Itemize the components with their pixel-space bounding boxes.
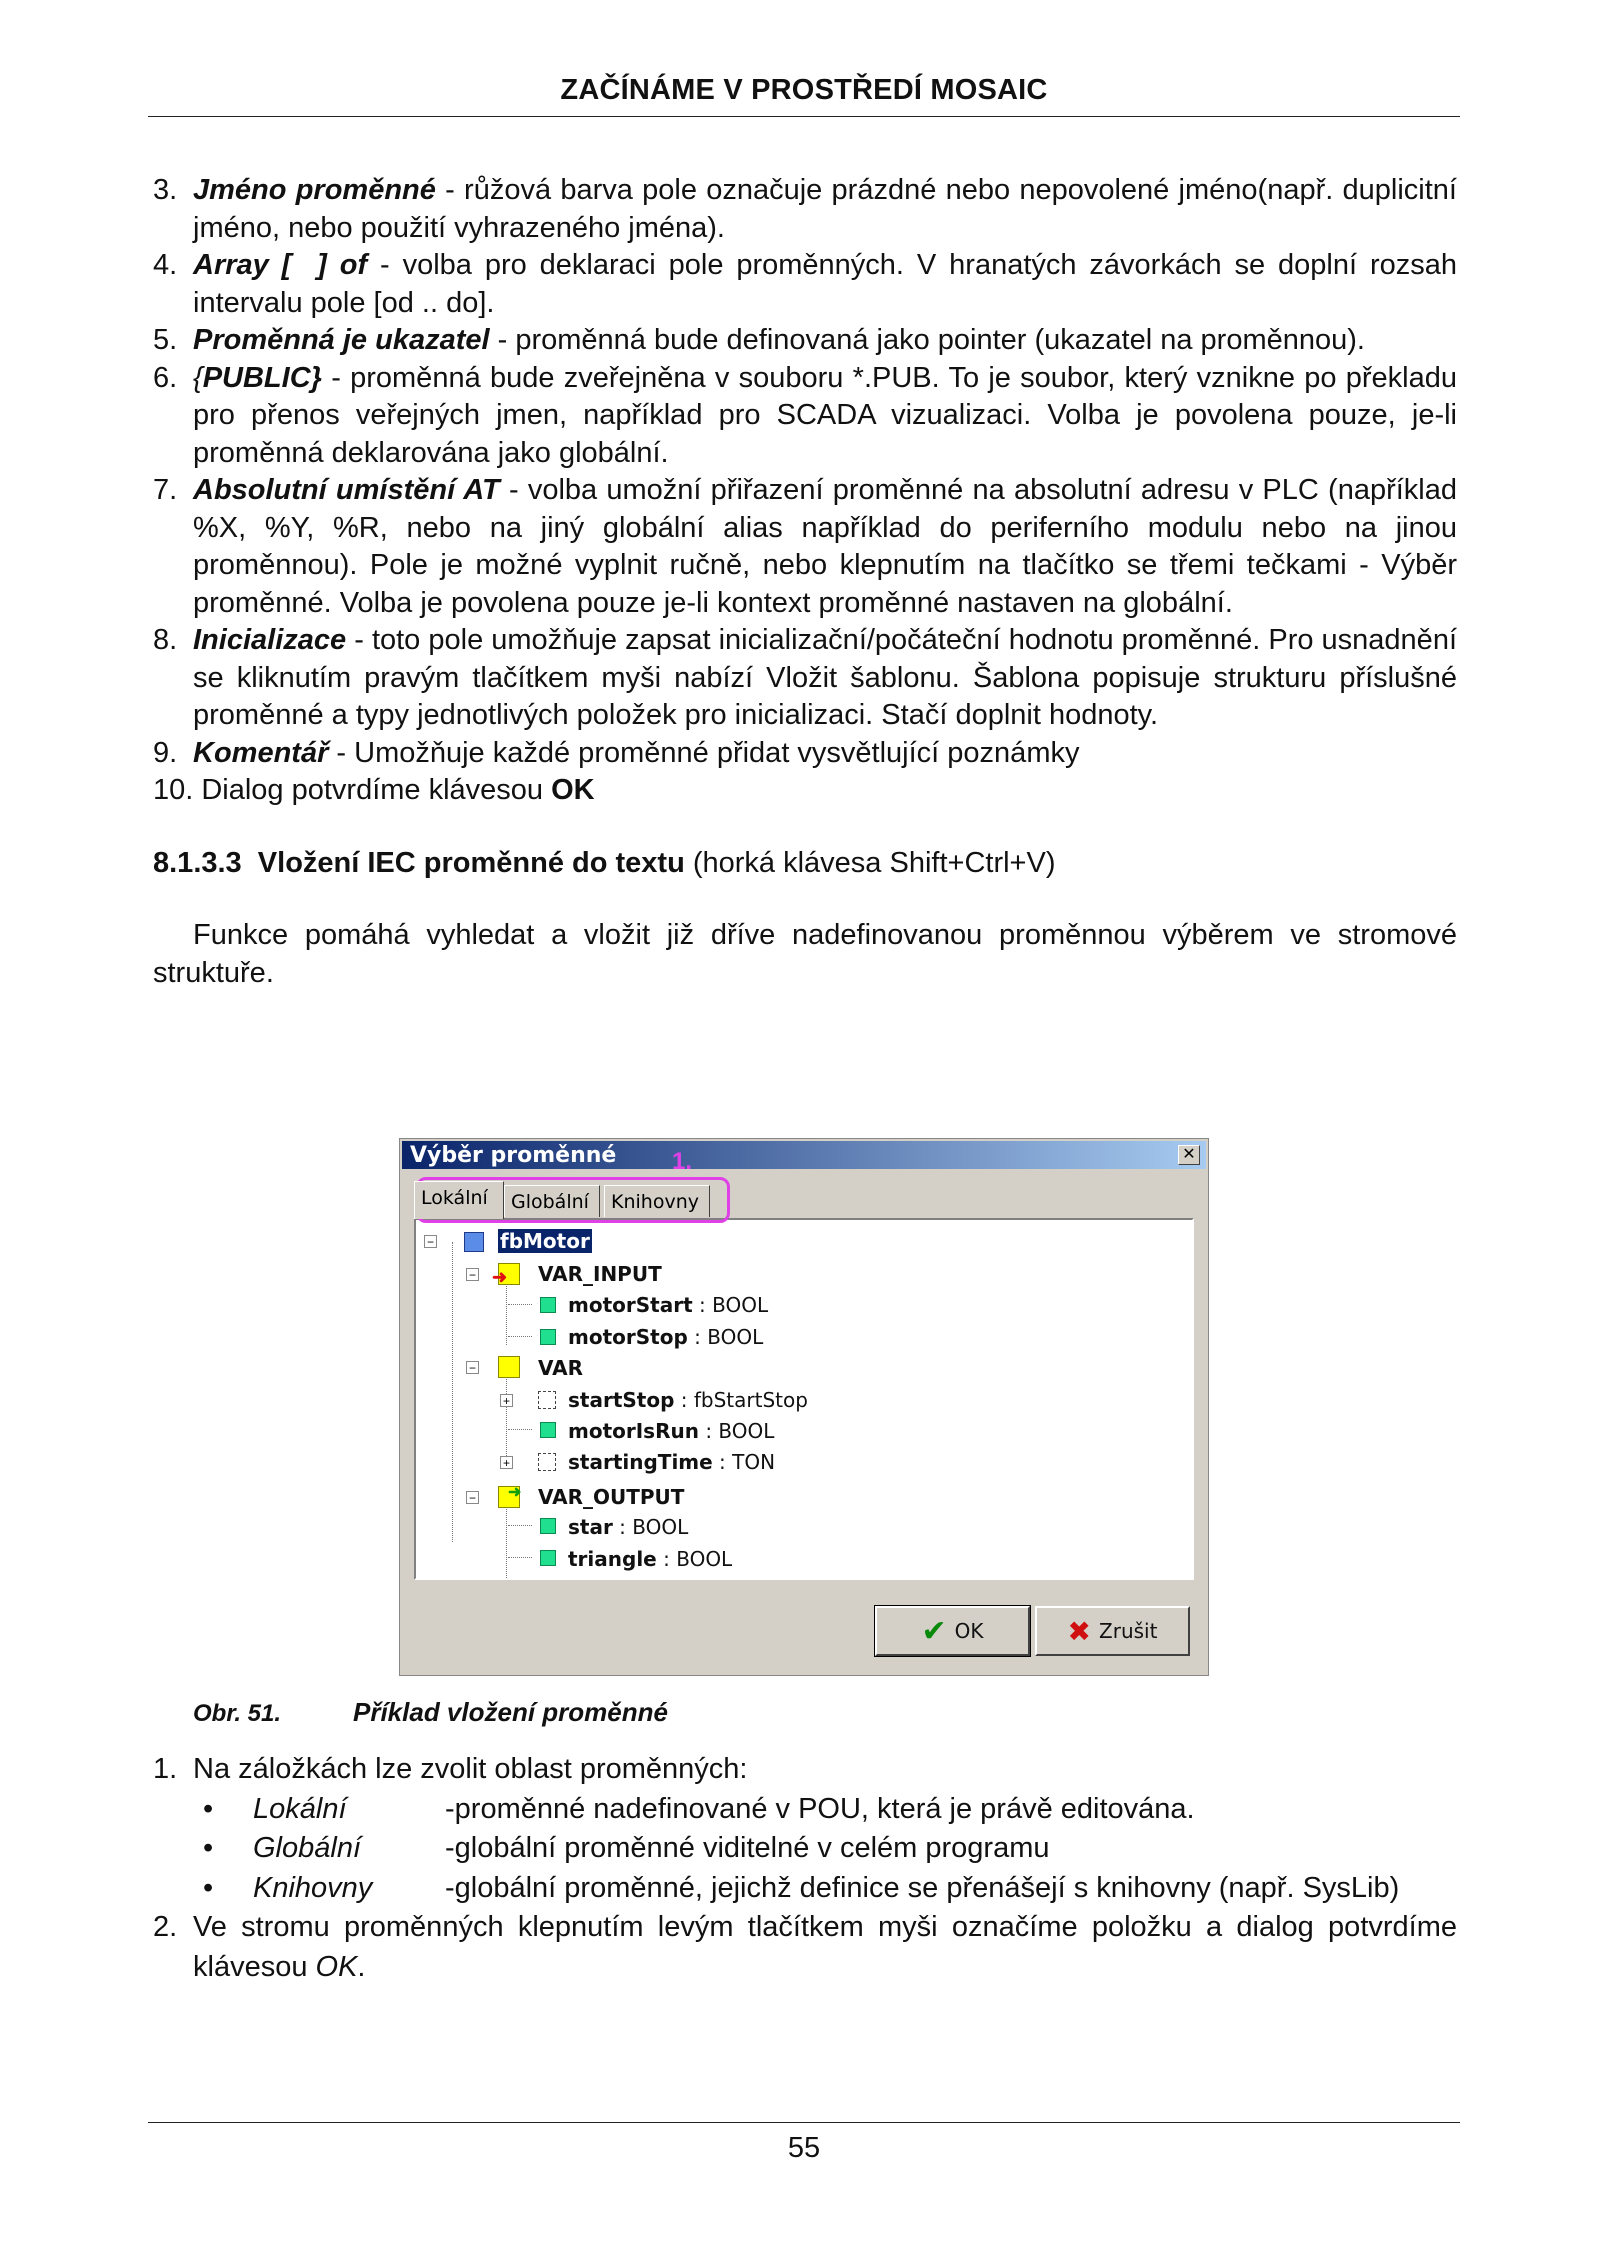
list-item xyxy=(153,472,1457,622)
bullet-item xyxy=(153,1869,1457,1909)
bullet-term: Lokální xyxy=(253,1792,347,1825)
bool-variable-icon xyxy=(540,1329,556,1345)
tree-node-startstop[interactable]: startStop : fbStartStop xyxy=(568,1388,808,1412)
callout-number: 1. xyxy=(672,1148,693,1175)
dialog-titlebar xyxy=(402,1141,1206,1169)
tree-line xyxy=(508,1557,532,1558)
item-keyword: Absolutní umístění AT xyxy=(193,474,500,506)
item-brace: { xyxy=(193,361,203,394)
page-number: 55 xyxy=(787,2132,821,2164)
item-number: 4. xyxy=(153,249,178,281)
function-block-icon xyxy=(464,1232,484,1252)
item-text: - proměnná bude zveřejněna v souboru *.PUB. To je soubor, který vznikne po překladu pro přenos veřejných jmen, například pro SCADA vizualizaci. Volba je povolena pouze, je-li proměnná deklarována jako globální. xyxy=(193,361,1457,469)
bullet-item xyxy=(153,1829,1457,1869)
tree-node-triangle[interactable]: triangle : BOOL xyxy=(568,1547,733,1571)
item-number: 9. xyxy=(153,736,178,769)
bullet-desc: -globální proměnné, jejichž definice se přenášejí s knihovny (např. SysLib) xyxy=(445,1871,1400,1904)
tab-global[interactable]: Globální xyxy=(504,1185,600,1217)
bullet-icon: • xyxy=(203,1792,214,1825)
bool-variable-icon xyxy=(540,1422,556,1438)
bullet-desc: -globální proměnné viditelné v celém programu xyxy=(445,1832,1050,1864)
item-text: - volba umožní přiřazení proměnné na absolutní adresu v PLC (například %X, %Y, %R, nebo na jiný globální alias například do periferního modulu nebo na jinou proměnnou). Pole je možné vyplnit ručně, nebo klepnutím na tlačítko se třemi tečkami - Výběr proměnné. Volba je povolena pouze je-li kontext proměnné nastaven na globální. xyxy=(193,474,1457,619)
item-bold: OK xyxy=(551,774,595,806)
list-item xyxy=(153,247,1457,322)
bool-variable-icon xyxy=(540,1297,556,1313)
item-number: 1. xyxy=(153,1753,178,1785)
item-text: Ve stromu proměnných klepnutím levým tlačítkem myši označíme položku a dialog potvrdíme klávesou xyxy=(193,1911,1457,1983)
item-keyword: PUBLIC xyxy=(202,361,311,394)
item-text: - Umožňuje každé proměnné přidat vysvětlující poznámky xyxy=(328,736,1080,769)
arrow-out-icon: ➜ xyxy=(508,1484,522,1501)
cross-icon: ✖ xyxy=(1067,1614,1092,1648)
item-text: - proměnná bude definovaná jako pointer (ukazatel na proměnnou). xyxy=(489,324,1365,356)
footer-rule xyxy=(148,2122,1460,2123)
item-keyword: Inicializace xyxy=(193,624,347,656)
var-section-icon xyxy=(498,1356,520,1378)
item-number: 3. xyxy=(153,174,178,206)
list-item xyxy=(153,172,1457,247)
tree-node-var-input[interactable]: VAR_INPUT xyxy=(538,1262,662,1286)
item-text: Na záložkách lze zvolit oblast proměnných: xyxy=(193,1753,748,1785)
bullet-term: Globální xyxy=(253,1832,362,1864)
header-rule xyxy=(148,116,1460,117)
cancel-button[interactable]: ✖ Zrušit xyxy=(1035,1606,1190,1656)
tree-line xyxy=(508,1336,532,1337)
instance-icon xyxy=(538,1391,556,1409)
item-text: Dialog potvrdíme klávesou xyxy=(201,774,552,806)
tree-node-fbmotor[interactable]: fbMotor xyxy=(500,1229,590,1253)
bullet-icon: • xyxy=(203,1832,214,1864)
item-keyword: Jméno proměnné xyxy=(193,174,436,206)
section-heading xyxy=(153,845,1457,883)
expand-icon[interactable]: + xyxy=(500,1456,513,1469)
collapse-icon[interactable]: − xyxy=(466,1268,479,1281)
paragraph: Funkce pomáhá vyhledat a vložit již dříve nadefinovanou proměnnou výběrem ve stromové struktuře. xyxy=(153,919,1457,989)
tree-line xyxy=(508,1304,532,1305)
list-item xyxy=(153,322,1457,360)
dialog-title: Výběr proměnné xyxy=(410,1143,617,1168)
item-end: . xyxy=(357,1950,366,1983)
section-title: 8.1.3.3 Vložení IEC proměnné do textu xyxy=(153,846,685,879)
bullet-icon: • xyxy=(203,1871,214,1904)
list-item xyxy=(153,1750,1457,1790)
item-text: - toto pole umožňuje zapsat inicializační/počáteční hodnotu proměnné. Pro usnadnění se kliknutím pravým tlačítkem myši nabízí Vložit šablonu. Šablona popisuje strukturu příslušné proměnné a typy jednotlivých položek pro inicializaci. Stačí doplnit hodnoty. xyxy=(193,624,1457,731)
section-note: (horká klávesa Shift+Ctrl+V) xyxy=(684,846,1056,879)
expand-icon[interactable]: + xyxy=(500,1394,513,1407)
tree-node-var[interactable]: VAR xyxy=(538,1356,583,1380)
tree-line xyxy=(452,1242,453,1542)
list-item xyxy=(153,622,1457,735)
instance-icon xyxy=(538,1453,556,1471)
collapse-icon[interactable]: − xyxy=(424,1235,437,1248)
item-text: - volba pro deklaraci pole proměnných. V hranatých závorkách se doplní rozsah intervalu pole [od .. do]. xyxy=(193,249,1458,319)
item-number: 7. xyxy=(153,474,178,506)
checkmark-icon: ✔ xyxy=(921,1613,947,1649)
arrow-in-icon: ➜ xyxy=(492,1267,508,1287)
tab-libraries[interactable]: Knihovny xyxy=(604,1185,710,1217)
tree-line xyxy=(506,1365,507,1460)
item-keyword: Proměnná je ukazatel xyxy=(193,324,490,356)
bullet-term: Knihovny xyxy=(253,1871,373,1904)
bool-variable-icon xyxy=(540,1550,556,1566)
tree-node-star[interactable]: star : BOOL xyxy=(568,1515,689,1539)
item-text: - růžová barva pole označuje prázdné nebo nepovolené jméno(např. duplicitní jméno, nebo použití vyhrazeného jména). xyxy=(193,174,1457,244)
list-item xyxy=(153,1908,1457,1987)
ok-button[interactable]: ✔ OK xyxy=(875,1606,1030,1656)
item-brace: } xyxy=(310,361,322,394)
tree-node-motorisrun[interactable]: motorIsRun : BOOL xyxy=(568,1419,775,1443)
body-text xyxy=(153,172,1457,992)
item-keyword: Komentář xyxy=(193,736,329,769)
page-header: ZAČÍNÁME V PROSTŘEDÍ MOSAIC xyxy=(560,74,1048,106)
bullet-desc: -proměnné nadefinované v POU, která je právě editována. xyxy=(445,1792,1195,1825)
tree-node-motorstart[interactable]: motorStart : BOOL xyxy=(568,1293,769,1317)
tree-line xyxy=(508,1525,532,1526)
tree-node-startingtime[interactable]: startingTime : TON xyxy=(568,1450,776,1474)
list-item xyxy=(153,360,1457,473)
tree-node-motorstop[interactable]: motorStop : BOOL xyxy=(568,1325,764,1349)
item-keyword: Array [ ] of xyxy=(193,249,368,281)
item-number: 10. xyxy=(153,774,194,806)
collapse-icon[interactable]: − xyxy=(466,1491,479,1504)
tree-node-var-output[interactable]: VAR_OUTPUT xyxy=(538,1485,685,1509)
collapse-icon[interactable]: − xyxy=(466,1361,479,1374)
item-italic: OK xyxy=(315,1950,358,1983)
close-button[interactable] xyxy=(1178,1145,1200,1165)
bullet-item xyxy=(153,1790,1457,1830)
explanation-list xyxy=(153,1750,1457,1987)
item-number: 2. xyxy=(153,1911,178,1943)
figure-caption xyxy=(193,1697,668,1728)
bool-variable-icon xyxy=(540,1518,556,1534)
figure-label: Obr. 51. xyxy=(193,1700,282,1727)
list-item xyxy=(153,735,1457,773)
item-number: 6. xyxy=(153,361,178,394)
variable-tree[interactable] xyxy=(414,1218,1194,1580)
tab-local[interactable]: Lokální xyxy=(414,1181,504,1219)
item-number: 8. xyxy=(153,624,178,656)
figure-title: Příklad vložení proměnné xyxy=(353,1697,668,1727)
list-item xyxy=(153,772,1457,810)
item-number: 5. xyxy=(153,324,178,356)
tree-line xyxy=(508,1429,532,1430)
close-icon: ✕ xyxy=(1182,1146,1196,1163)
